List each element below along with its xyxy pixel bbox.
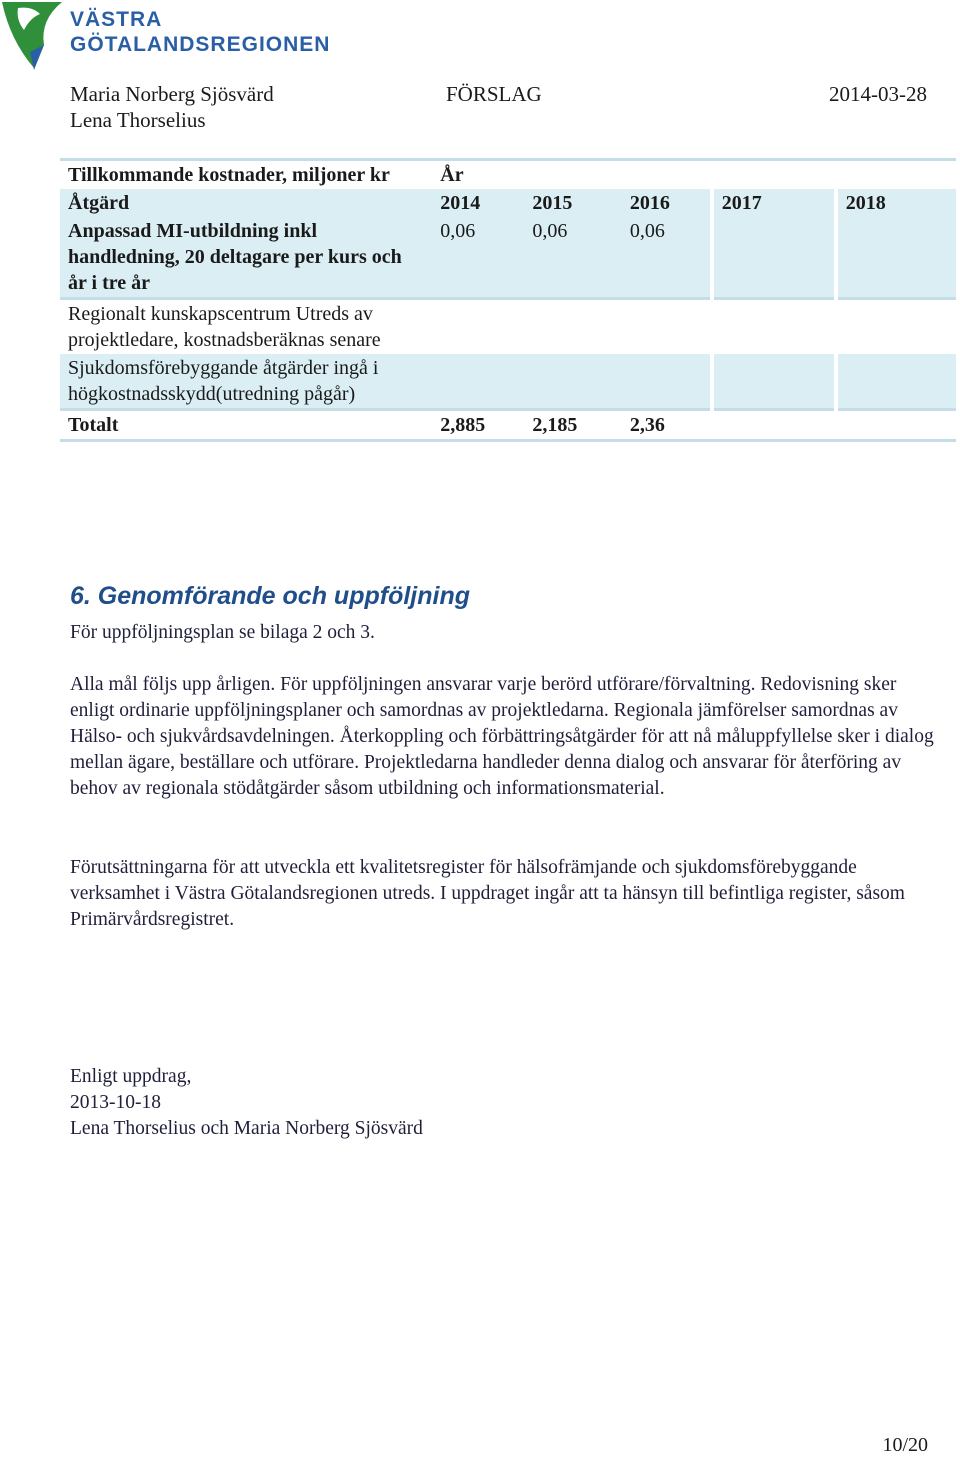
cost-table [60, 158, 956, 442]
header-date: 2014-03-28 [829, 82, 927, 106]
section-heading: 6. Genomförande och uppföljning [70, 582, 470, 610]
table-row [60, 299, 956, 355]
page-number: 10/20 [882, 1434, 928, 1456]
row-value: 0,06 [432, 217, 524, 299]
row-value: 0,06 [524, 217, 621, 299]
row-value [524, 299, 621, 355]
section-paragraph-2: Alla mål följs upp årligen. För uppföljningen ansvarar varje berörd utförare/förvaltning. Redovisning sker enligt ordinarie uppföljningsplaner och samordnas av projektledarna. Regionala jämförelser samordnas av Hälso- och sjukvårdsavdelningen. Återkoppling och förbättringsåtgärder för att nå måluppfyllelse sker i dialog mellan ägare, beställare och utförare. Projektledarna handleder denna dialog och ansvarar för återföring av behov av regionala stödåtgärder såsom utbildning och informationsmaterial. [70, 674, 934, 799]
header-author-2: Lena Thorselius [70, 108, 206, 132]
row-value [622, 354, 712, 410]
row-value [712, 299, 836, 355]
row-value [836, 299, 956, 355]
header-year: 2016 [622, 189, 712, 217]
table-row [60, 217, 956, 299]
row-label: Sjukdomsförebyggande åtgärder ingå i högkostnadsskydd(utredning pågår) [60, 354, 432, 410]
row-value [712, 217, 836, 299]
header-label: Åtgärd [60, 189, 432, 217]
section-paragraph-3: Förutsättningarna för att utveckla ett kvalitetsregister för hälsofrämjande och sjukdomsförebyggande verksamhet i Västra Götalandsregionen utreds. I uppdraget ingår att ta hänsyn till befintliga register, såsom Primärvårdsregistret. [70, 857, 905, 930]
total-label: Totalt [60, 410, 432, 441]
row-value [432, 354, 524, 410]
header-year: 2018 [836, 189, 956, 217]
header-status: FÖRSLAG [446, 82, 542, 106]
signature-line: Enligt uppdrag, [70, 1066, 192, 1087]
header-year: 2015 [524, 189, 621, 217]
total-value [712, 410, 836, 441]
table-header-row [60, 189, 956, 217]
row-value [622, 299, 712, 355]
total-value: 2,185 [524, 410, 621, 441]
row-value [712, 354, 836, 410]
total-value: 2,36 [622, 410, 712, 441]
table-caption-row [60, 160, 956, 190]
signature-names: Lena Thorselius och Maria Norberg Sjösvärd [70, 1118, 423, 1139]
header-year: 2017 [712, 189, 836, 217]
row-label: Anpassad MI-utbildning inkl handledning, 20 deltagare per kurs och år i tre år [60, 217, 432, 299]
vgr-logo-mark-icon [0, 0, 70, 75]
row-value [836, 354, 956, 410]
row-value [524, 354, 621, 410]
table-total-row [60, 410, 956, 441]
row-value [836, 217, 956, 299]
table-caption: Tillkommande kostnader, miljoner kr [60, 160, 432, 190]
signature-date: 2013-10-18 [70, 1092, 161, 1113]
row-value: 0,06 [622, 217, 712, 299]
header-author-1: Maria Norberg Sjösvärd [70, 82, 274, 106]
table-row [60, 354, 956, 410]
year-group-label: År [432, 160, 524, 190]
section-paragraph-1: För uppföljningsplan se bilaga 2 och 3. [70, 622, 375, 643]
vgr-logo [0, 0, 330, 75]
total-value [836, 410, 956, 441]
header-year: 2014 [432, 189, 524, 217]
total-value: 2,885 [432, 410, 524, 441]
row-value [432, 299, 524, 355]
row-label: Regionalt kunskapscentrum Utreds av projektledare, kostnadsberäknas senare [60, 299, 432, 355]
logo-text-line1: VÄSTRA [70, 8, 163, 31]
logo-text-line2: GÖTALANDSREGIONEN [70, 33, 331, 56]
